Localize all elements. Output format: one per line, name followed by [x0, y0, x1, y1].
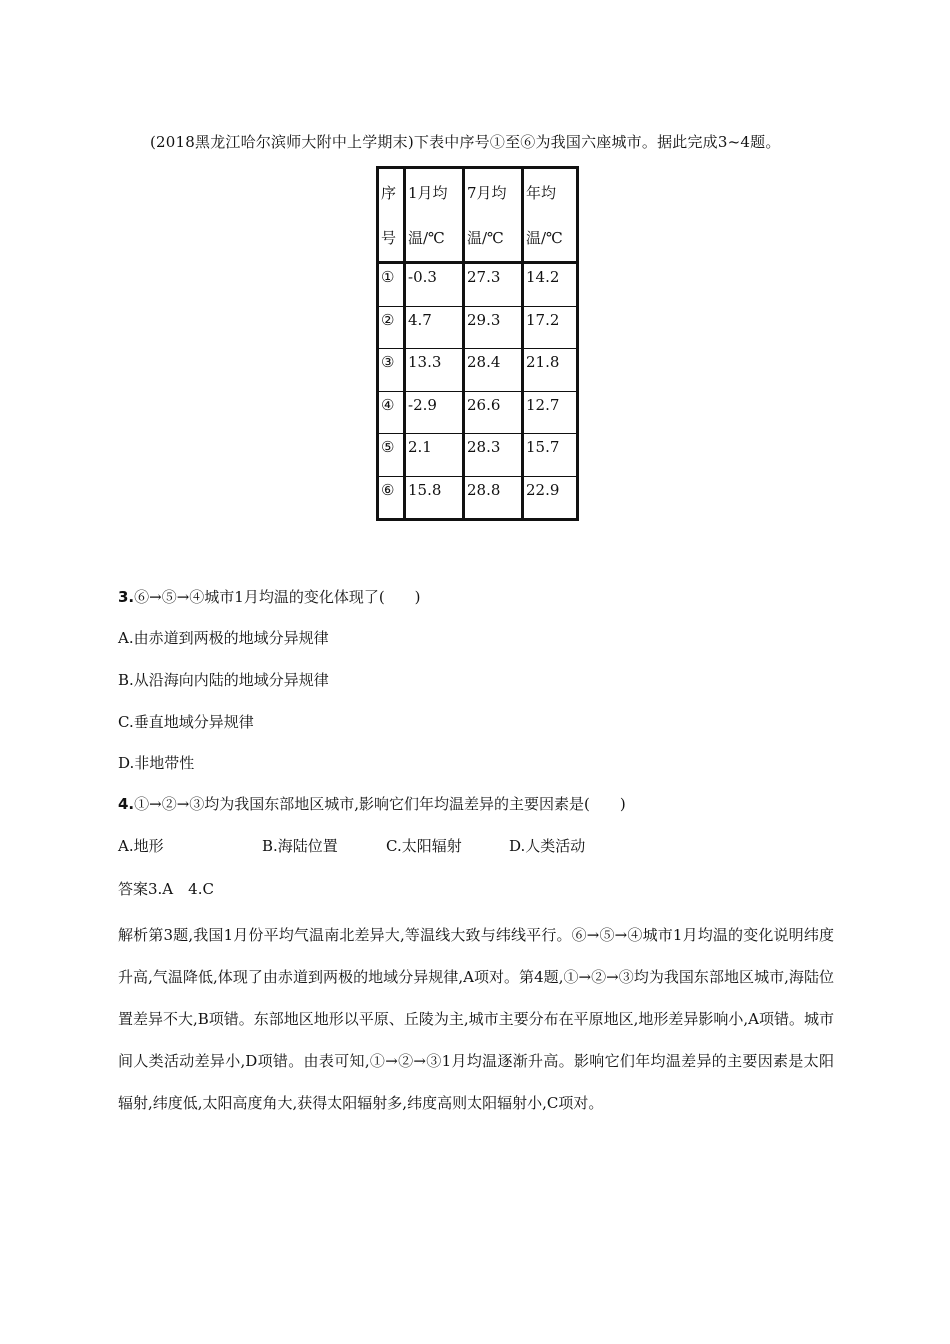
header-index: 序号 [378, 168, 405, 263]
header-jul-temp: 7月均温/℃ [464, 168, 523, 263]
city-temperature-table [376, 166, 579, 521]
table-row [378, 476, 578, 520]
question-3-number: 3. [118, 588, 135, 606]
question-3-option-c: C.垂直地域分异规律 [118, 713, 254, 731]
question-3-option-d: D.非地带性 [118, 754, 195, 772]
question-4-stem: ①→②→③均为我国东部地区城市,影响它们年均温差异的主要因素是( ) [134, 795, 626, 813]
cell-annual: 21.8 [523, 349, 578, 392]
question-4-option-b: B.海陆位置 [262, 837, 338, 855]
intro-text: (2018黑龙江哈尔滨师大附中上学期末)下表中序号①至⑥为我国六座城市。据此完成3~4题。 [150, 133, 781, 151]
cell-jan: 4.7 [405, 306, 464, 349]
cell-jul: 26.6 [464, 391, 523, 434]
cell-jul: 28.8 [464, 476, 523, 520]
question-3-option-b: B.从沿海向内陆的地域分异规律 [118, 671, 329, 689]
table-row [378, 263, 578, 307]
cell-index: ③ [378, 349, 405, 392]
question-4-option-c: C.太阳辐射 [386, 837, 462, 855]
answer-text: 答案3.A 4.C [118, 880, 214, 898]
cell-index: ⑤ [378, 434, 405, 477]
cell-annual: 17.2 [523, 306, 578, 349]
question-3 [118, 586, 421, 607]
cell-jul: 28.3 [464, 434, 523, 477]
question-4-option-a: A.地形 [118, 837, 164, 855]
cell-jan: -0.3 [405, 263, 464, 307]
table-row [378, 349, 578, 392]
cell-annual: 14.2 [523, 263, 578, 307]
cell-index: ⑥ [378, 476, 405, 520]
cell-jan: -2.9 [405, 391, 464, 434]
table-row [378, 306, 578, 349]
cell-annual: 22.9 [523, 476, 578, 520]
question-3-option-a: A.由赤道到两极的地域分异规律 [118, 629, 329, 647]
question-4-option-d: D.人类活动 [509, 837, 586, 855]
cell-jul: 28.4 [464, 349, 523, 392]
question-4 [118, 793, 626, 814]
header-jan-temp: 1月均温/℃ [405, 168, 464, 263]
cell-index: ① [378, 263, 405, 307]
cell-index: ④ [378, 391, 405, 434]
cell-jan: 13.3 [405, 349, 464, 392]
cell-index: ② [378, 306, 405, 349]
cell-annual: 12.7 [523, 391, 578, 434]
question-4-options [0, 835, 950, 859]
analysis-text: 解析第3题,我国1月份平均气温南北差异大,等温线大致与纬线平行。⑥→⑤→④城市1月均温的变化说明纬度升高,气温降低,体现了由赤道到两极的地域分异规律,A项对。第4题,①→②→③均为我国东部地区城市,海陆位置差异不大,B项错。东部地区地形以平原、丘陵为主,城市主要分布在平原地区,地形差异影响小,A项错。城市间人类活动差异小,D项错。由表可知,①→②→③1月均温逐渐升高。影响它们年均温差异的主要因素是太阳辐射,纬度低,太阳高度角大,获得太阳辐射多,纬度高则太阳辐射小,C项对。 [118, 926, 834, 1112]
table-row [378, 434, 578, 477]
cell-annual: 15.7 [523, 434, 578, 477]
question-3-stem: ⑥→⑤→④城市1月均温的变化体现了( ) [134, 588, 421, 606]
header-annual-temp: 年均温/℃ [523, 168, 578, 263]
cell-jan: 15.8 [405, 476, 464, 520]
table-header-row [378, 168, 578, 263]
cell-jan: 2.1 [405, 434, 464, 477]
table-row [378, 391, 578, 434]
question-4-number: 4. [118, 795, 135, 813]
cell-jul: 27.3 [464, 263, 523, 307]
cell-jul: 29.3 [464, 306, 523, 349]
